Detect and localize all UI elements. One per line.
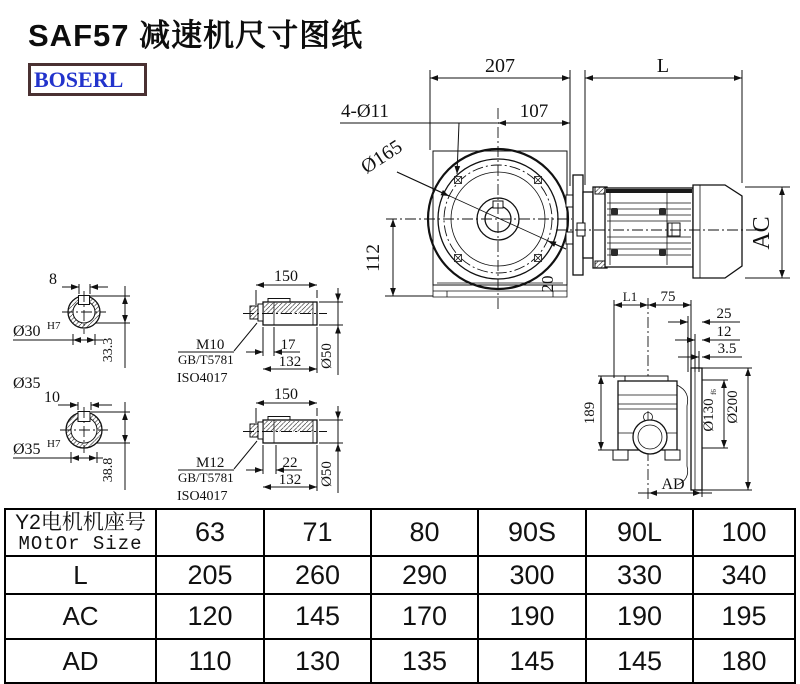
- table-cell: 260: [264, 556, 371, 594]
- dim-35-label: 3.5: [717, 341, 737, 357]
- dim-388-label: 38.8: [101, 457, 116, 483]
- table-cell: 330: [586, 556, 693, 594]
- dim-keyway8-label: 8: [49, 271, 57, 288]
- dim-o50a-label: Ø50: [319, 343, 335, 369]
- dim-189-label: 189: [582, 401, 598, 425]
- shaft-bar-2: [177, 386, 343, 504]
- table-cell: 145: [586, 639, 693, 683]
- dimension-table: [4, 508, 796, 684]
- table-cell: 340: [693, 556, 795, 594]
- table-cell: 290: [371, 556, 478, 594]
- dim-112-label: 112: [363, 244, 384, 272]
- table-cell: 130: [264, 639, 371, 683]
- dim-L-label: L: [656, 55, 670, 77]
- dim-132b-label: 132: [278, 472, 302, 488]
- motor-side: [556, 175, 762, 278]
- std-iso-label-1: ISO4017: [177, 371, 228, 386]
- dim-o200-label: Ø200: [725, 390, 741, 424]
- std-gb-label-1: GB/T5781: [178, 352, 234, 367]
- dim-75-label: 75: [660, 289, 676, 305]
- page-title: SAF57 减速机尺寸图纸: [28, 18, 364, 53]
- motor-size-header: [5, 509, 156, 556]
- dim-22-label: 22: [282, 455, 298, 471]
- bolt-m10-label: M10: [196, 337, 225, 353]
- bolt-m12-label: M12: [196, 455, 225, 471]
- table-row-AD: [5, 639, 795, 683]
- table-col-71: 71: [264, 509, 371, 556]
- std-iso-label-2: ISO4017: [177, 489, 228, 504]
- shaft-section-1: [13, 271, 130, 392]
- table-cell: 180: [693, 639, 795, 683]
- table-cell: 300: [478, 556, 586, 594]
- table-cell: 170: [371, 594, 478, 639]
- dim-keyway10-label: 10: [44, 389, 60, 406]
- side-view: [582, 289, 752, 502]
- brand-logo: BOSERL: [28, 63, 147, 96]
- table-row-AC: [5, 594, 795, 639]
- motor-size-header-cn: Y2电机机座号: [15, 510, 146, 534]
- dim-o35-label: Ø35: [13, 375, 41, 392]
- dim-150b-label: 150: [274, 386, 298, 403]
- table-cell: 190: [478, 594, 586, 639]
- dim-17-label: 17: [280, 337, 296, 353]
- dim-L1-label: L1: [622, 289, 638, 304]
- shaft-section-2: [13, 389, 130, 490]
- table-cell: 195: [693, 594, 795, 639]
- table-col-100: 100: [693, 509, 795, 556]
- table-cell: 190: [586, 594, 693, 639]
- motor-size-header-en: MOtOr Size: [18, 532, 143, 555]
- dim-107-label: 107: [519, 101, 549, 122]
- shaft-bar-1: [177, 268, 343, 386]
- table-cell: 145: [264, 594, 371, 639]
- table-col-90s: 90S: [478, 509, 586, 556]
- table-col-63: 63: [156, 509, 264, 556]
- table-row-L: [5, 556, 795, 594]
- table-col-90l: 90L: [586, 509, 693, 556]
- dim-20-label: 20: [537, 275, 557, 293]
- dim-bore35-label: Ø35: [13, 441, 41, 458]
- dim-AD-label: AD: [661, 476, 685, 493]
- dim-132a-label: 132: [278, 354, 302, 370]
- dim-12-label: 12: [716, 324, 732, 340]
- table-cell: 110: [156, 639, 264, 683]
- table-cell: 120: [156, 594, 264, 639]
- dim-bore30-fit-label: H7: [47, 320, 61, 332]
- table-header-row: [5, 509, 795, 556]
- row-label-L: L: [5, 556, 156, 594]
- dim-bore30-label: Ø30: [13, 323, 41, 340]
- row-label-AC: AC: [5, 594, 156, 639]
- dim-bore35-fit-label: H7: [47, 438, 61, 450]
- table-cell: 135: [371, 639, 478, 683]
- dim-25-label: 25: [716, 306, 732, 322]
- std-gb-label-2: GB/T5781: [178, 470, 234, 485]
- table-cell: 205: [156, 556, 264, 594]
- table-cell: 145: [478, 639, 586, 683]
- row-label-AD: AD: [5, 639, 156, 683]
- dim-o165-label: Ø165: [357, 135, 407, 179]
- dim-AC-label: AC: [749, 216, 775, 250]
- table-col-80: 80: [371, 509, 478, 556]
- dim-o130-fit-label: f6: [710, 389, 718, 395]
- dim-o50b-label: Ø50: [319, 461, 335, 487]
- dim-333-label: 33.3: [101, 337, 116, 363]
- dim-o130-label: Ø130: [701, 398, 717, 432]
- dim-4xo11-label: 4-Ø11: [341, 101, 389, 122]
- dim-207-label: 207: [485, 55, 515, 77]
- dim-150a-label: 150: [274, 268, 298, 285]
